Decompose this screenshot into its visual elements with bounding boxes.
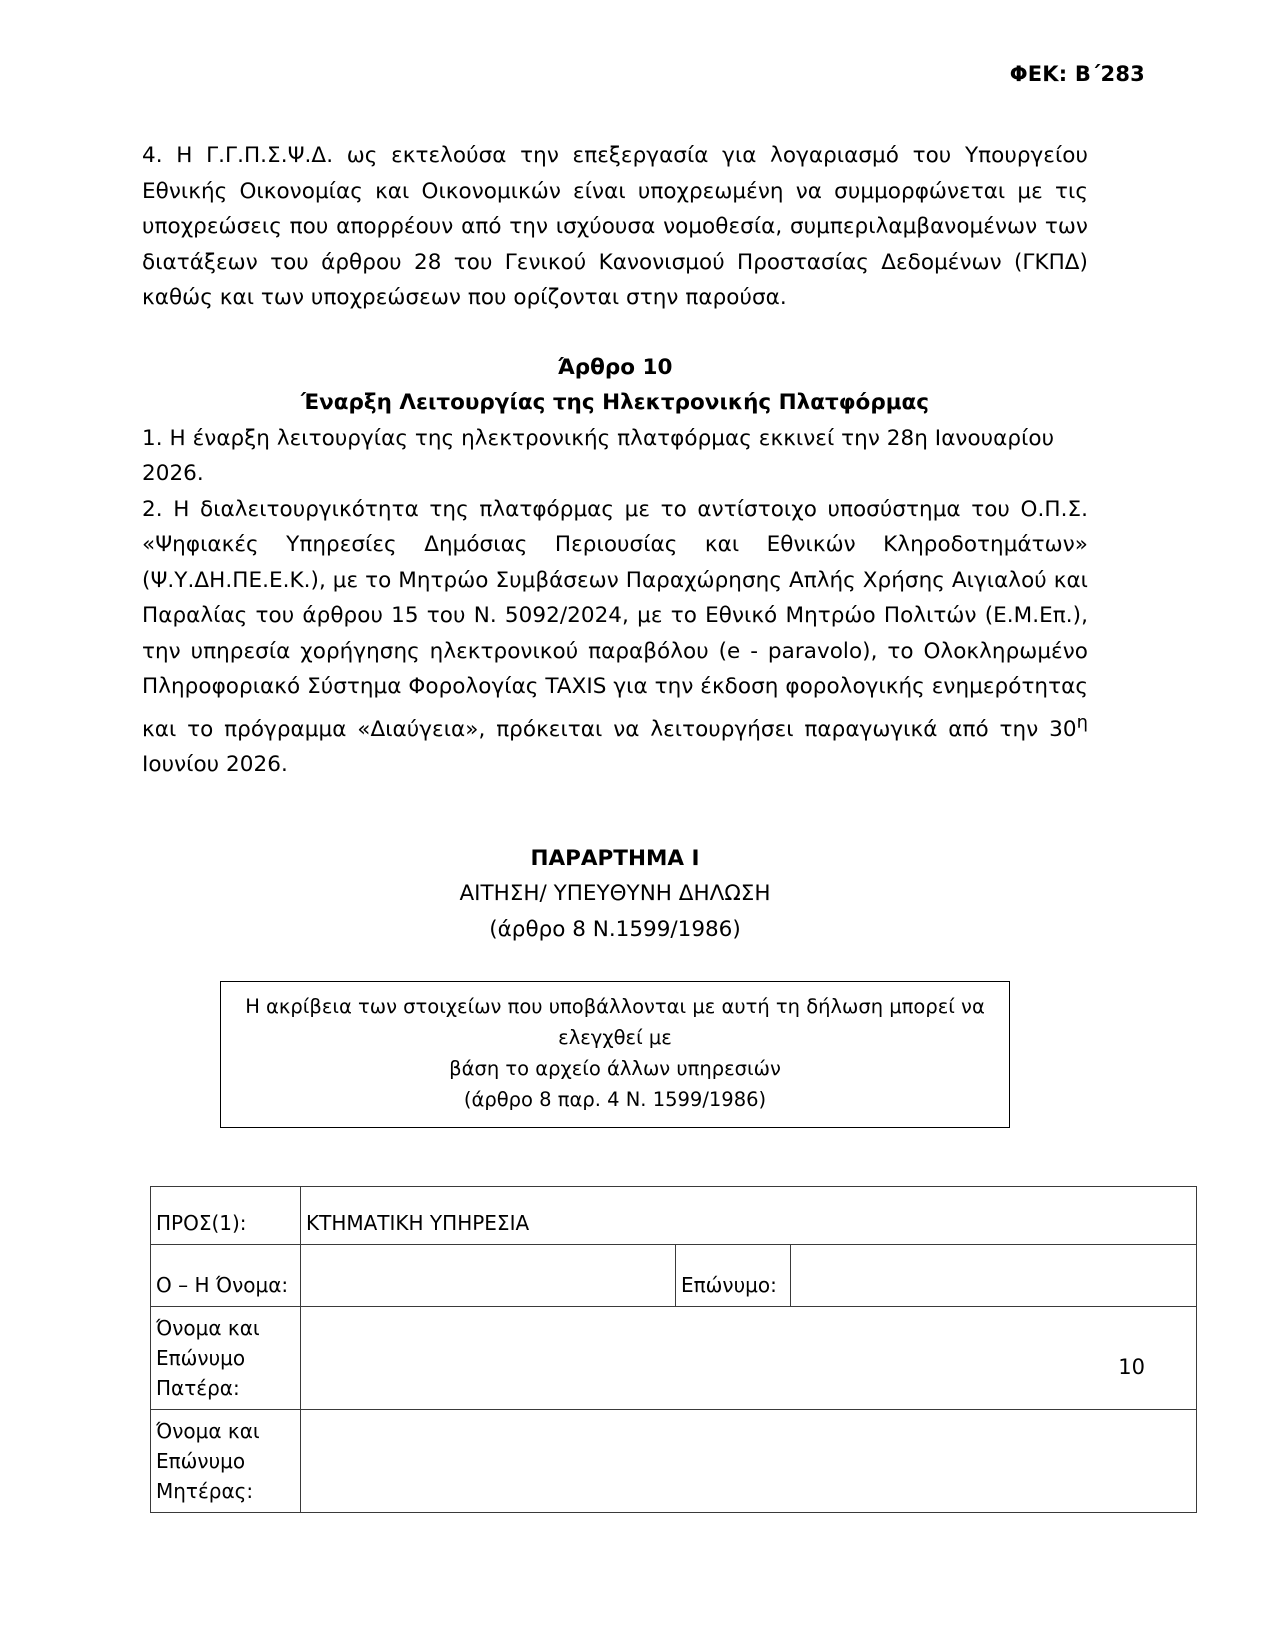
note-line-3: (άρθρο 8 παρ. 4 Ν. 1599/1986) [463,1088,767,1112]
article-number-heading: Άρθρο 10 [557,354,673,380]
note-line-1: Η ακρίβεια των στοιχείων που υποβάλλονται με αυτή τη δήλωση μπορεί να ελεγχθεί με [245,995,985,1050]
spacer [142,947,1088,981]
mother-name-label [151,1410,301,1513]
paragraph-2-main-text: 2. Η διαλειτουργικότητα της πλατφόρμας με το αντίστοιχο υποσύστημα του Ο.Π.Σ. «Ψηφιακές Υπηρεσίες Δημόσιας Περιουσίας και Εθνικών Κληροδοτημάτων» (Ψ.Υ.ΔΗ.ΠΕ.Ε.Κ.), με το Μητρώο Συμβάσεων Παραχώρησης Απλής Χρήσης Αιγιαλού και Παραλίας του άρθρου 15 του Ν. 5092/2024, με το Εθνικό Μητρώο Πολιτών (Ε.Μ.Επ.), την υπηρεσία χορήγησης ηλεκτρονικού παραβόλου (e - paravolo), το Ολοκληρωμένο Πληροφοριακό Σύστημα Φορολογίας TAXIS για την έκδοση φορολογικής ενημερότητας και το πρόγραμμα «Διαύγεια», πρόκειται να λειτουργήσει παραγωγικά από την 30 [142,496,1088,742]
paragraph-2-tail-text: Ιουνίου 2026. [142,752,288,778]
father-name-label-line-1: Όνομα και Επώνυμο [156,1316,260,1371]
mother-name-field[interactable] [301,1410,1197,1513]
annex-subtitle: ΑΙΤΗΣΗ/ ΥΠΕΥΘΥΝΗ ΔΗΛΩΣΗ [459,881,771,907]
father-name-label-line-2: Πατέρα: [156,1376,240,1401]
spacer [142,783,1088,841]
article-paragraph-2 [142,492,1088,783]
table-row [151,1410,1197,1513]
page-number: 10 [1118,1355,1145,1379]
article-title-heading: Έναρξη Λειτουργίας της Ηλεκτρονικής Πλατφόρμας [300,390,930,415]
table-row [151,1187,1197,1245]
article-paragraph-1: 1. Η έναρξη λειτουργίας της ηλεκτρονικής πλατφόρμας εκκινεί την 28η Ιανουαρίου 2026. [142,425,1055,486]
first-name-label: Ο – Η Όνομα: [151,1245,301,1307]
father-name-label [151,1307,301,1410]
spacer [142,1128,1088,1186]
first-name-field[interactable] [301,1245,676,1307]
annex-legal-reference: (άρθρο 8 Ν.1599/1986) [489,916,741,942]
recipient-label: ΠΡΟΣ(1): [151,1187,301,1245]
paragraph-4: 4. Η Γ.Γ.Π.Σ.Ψ.Δ. ως εκτελούσα την επεξεργασία για λογαριασμό του Υπουργείου Εθνικής Οικονομίας και Οικονομικών είναι υποχρεωμένη να συμμορφώνεται με τις υποχρεώσεις που απορρέουν από την ισχύουσα νομοθεσία, συμπεριλαμβανομένων των διατάξεων του άρθρου 28 του Γενικού Κανονισμού Προστασίας Δεδομένων (ΓΚΠΔ) καθώς και των υποχρεώσεων που ορίζονται στην παρούσα. [142,143,1088,310]
last-name-label: Επώνυμο: [676,1245,791,1307]
last-name-field[interactable] [791,1245,1197,1307]
table-row [151,1307,1197,1410]
table-row [151,1245,1197,1307]
mother-name-label-line-1: Όνομα και Επώνυμο [156,1419,260,1474]
annex-title: ΠΑΡΑΡΤΗΜΑ Ι [530,845,700,871]
note-line-2: βάση το αρχείο άλλων υπηρεσιών [449,1057,781,1081]
paragraph-2-ordinal-superscript: η [1076,711,1088,733]
recipient-value[interactable]: ΚΤΗΜΑΤΙΚΗ ΥΠΗΡΕΣΙΑ [301,1187,1197,1245]
father-name-field[interactable] [301,1307,1197,1410]
applicant-details-table [150,1186,1197,1513]
accuracy-note-box [220,981,1010,1128]
spacer [142,316,1088,350]
mother-name-label-line-2: Μητέρας: [156,1479,254,1504]
gazette-reference-header: ΦΕΚ: Β΄283 [1009,62,1145,86]
document-content [142,138,1088,1513]
